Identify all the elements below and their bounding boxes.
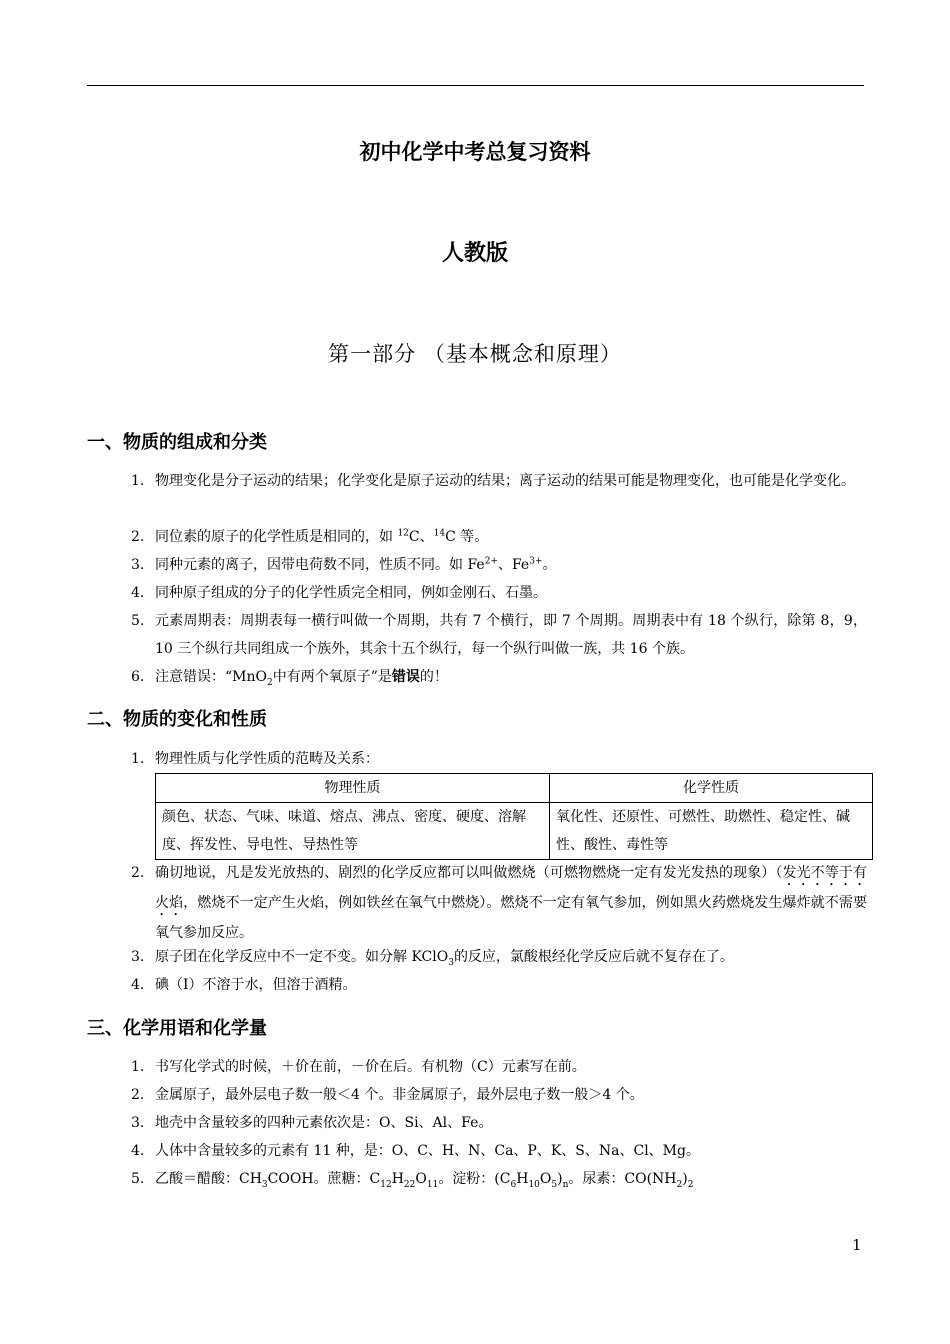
edition-title: 人教版 xyxy=(441,241,508,266)
table-header-physical: 物理性质 xyxy=(156,774,550,803)
item-number: 3. xyxy=(131,557,145,573)
item-number: 2. xyxy=(131,529,145,545)
item-text: 注意错误：“MnO$_2$中有两个氧原子”是错误的！ xyxy=(155,669,448,688)
item-text: 元素周期表：周期表每一横行叫做一个周期，共有 7 个横行，即 7 个周期。周期表中有 18 个纵行，除第 8，9，10 三个纵行共同组成一个族外，其余十五个纵行，每一个纵行叫做一族，共 16 个族。 xyxy=(155,613,867,657)
emphasis-wrong: 错误 xyxy=(391,669,420,685)
section-heading-terms: 三、化学用语和化学量 xyxy=(87,1018,267,1039)
item-text: 物理变化是分子运动的结果；化学变化是原子运动的结果；离子运动的结果可能是物理变化，也可能是化学变化。 xyxy=(155,473,855,489)
item-text: 碘（I）不溶于水，但溶于酒精。 xyxy=(155,977,357,993)
document-title: 初中化学中考总复习资料 xyxy=(359,140,591,164)
item-number: 4. xyxy=(131,977,145,993)
page-number: 1 xyxy=(852,1236,862,1254)
item-text: 原子团在化学反应中不一定不变。如分解 KClO$_3$的反应，氯酸根经化学反应后就不复存在了。 xyxy=(155,949,734,968)
item-text: 金属原子，最外层电子数一般＜4 个。非金属原子，最外层电子数一般＞4 个。 xyxy=(155,1087,644,1103)
item-text: 物理性质与化学性质的范畴及关系： xyxy=(155,751,379,767)
item-text: 乙酸＝醋酸：$CH_3COOH$。蔗糖：$C_{12}H_{22}O_{11}$。淀粉：$(C_6H_{10}O_5)_n$。尿素：$CO(NH_2)_2$ xyxy=(155,1171,694,1190)
item-number: 1. xyxy=(131,751,145,767)
item-number: 4. xyxy=(131,585,145,601)
table-cell-physical: 颜色、状态、气味、味道、熔点、沸点、密度、硬度、溶解度、挥发性、导电性、导热性等 xyxy=(156,803,550,860)
item-number: 2. xyxy=(131,1087,145,1103)
header-rule xyxy=(87,85,864,86)
item-number: 5. xyxy=(131,1171,145,1187)
part-title: 第一部分 （基本概念和原理） xyxy=(328,342,622,366)
item-text: 人体中含量较多的元素有 11 种，是：O、C、H、N、Ca、P、K、S、Na、Cl、Mg。 xyxy=(155,1143,700,1159)
item-text: 同位素的原子的化学性质是相同的，如 $^{12}$C、$^{14}$C 等。 xyxy=(155,528,489,545)
item-number: 1. xyxy=(131,473,145,489)
emphasized-text: （发光不等于有火焰 xyxy=(155,865,868,911)
item-text: 书写化学式的时候，＋价在前，－价在后。有机物（C）元素写在前。 xyxy=(155,1059,586,1075)
item-number: 6. xyxy=(131,669,145,685)
item-text: 地壳中含量较多的四种元素依次是：O、Si、Al、Fe。 xyxy=(155,1115,493,1131)
item-number: 4. xyxy=(131,1143,145,1159)
item-number: 3. xyxy=(131,949,145,965)
item-text: 确切地说，凡是发光放热的、剧烈的化学反应都可以叫做燃烧（可燃物燃烧一定有发光发热的现象）（发光不等于有火焰，燃烧不一定产生火焰，例如铁丝在氧气中燃烧）。燃烧不一定有氧气参加，例如黑火药燃烧发生爆炸就不需要氧气参加反应。 xyxy=(155,865,868,941)
section-heading-changes: 二、物质的变化和性质 xyxy=(87,709,267,730)
item-number: 1. xyxy=(131,1059,145,1075)
item-number: 3. xyxy=(131,1115,145,1131)
table-cell-chemical: 氧化性、还原性、可燃性、助燃性、稳定性、碱性、酸性、毒性等 xyxy=(550,803,873,860)
table-header-chemical: 化学性质 xyxy=(550,774,873,803)
item-text: 同种元素的离子，因带电荷数不同，性质不同。如 $Fe^{2+}$、$Fe^{3+}$。 xyxy=(155,556,557,573)
properties-table xyxy=(155,773,873,860)
section-heading-composition: 一、物质的组成和分类 xyxy=(87,432,267,453)
item-number: 5. xyxy=(131,613,145,629)
item-text: 同种原子组成的分子的化学性质完全相同，例如金刚石、石墨。 xyxy=(155,585,547,601)
item-number: 2. xyxy=(131,865,145,881)
